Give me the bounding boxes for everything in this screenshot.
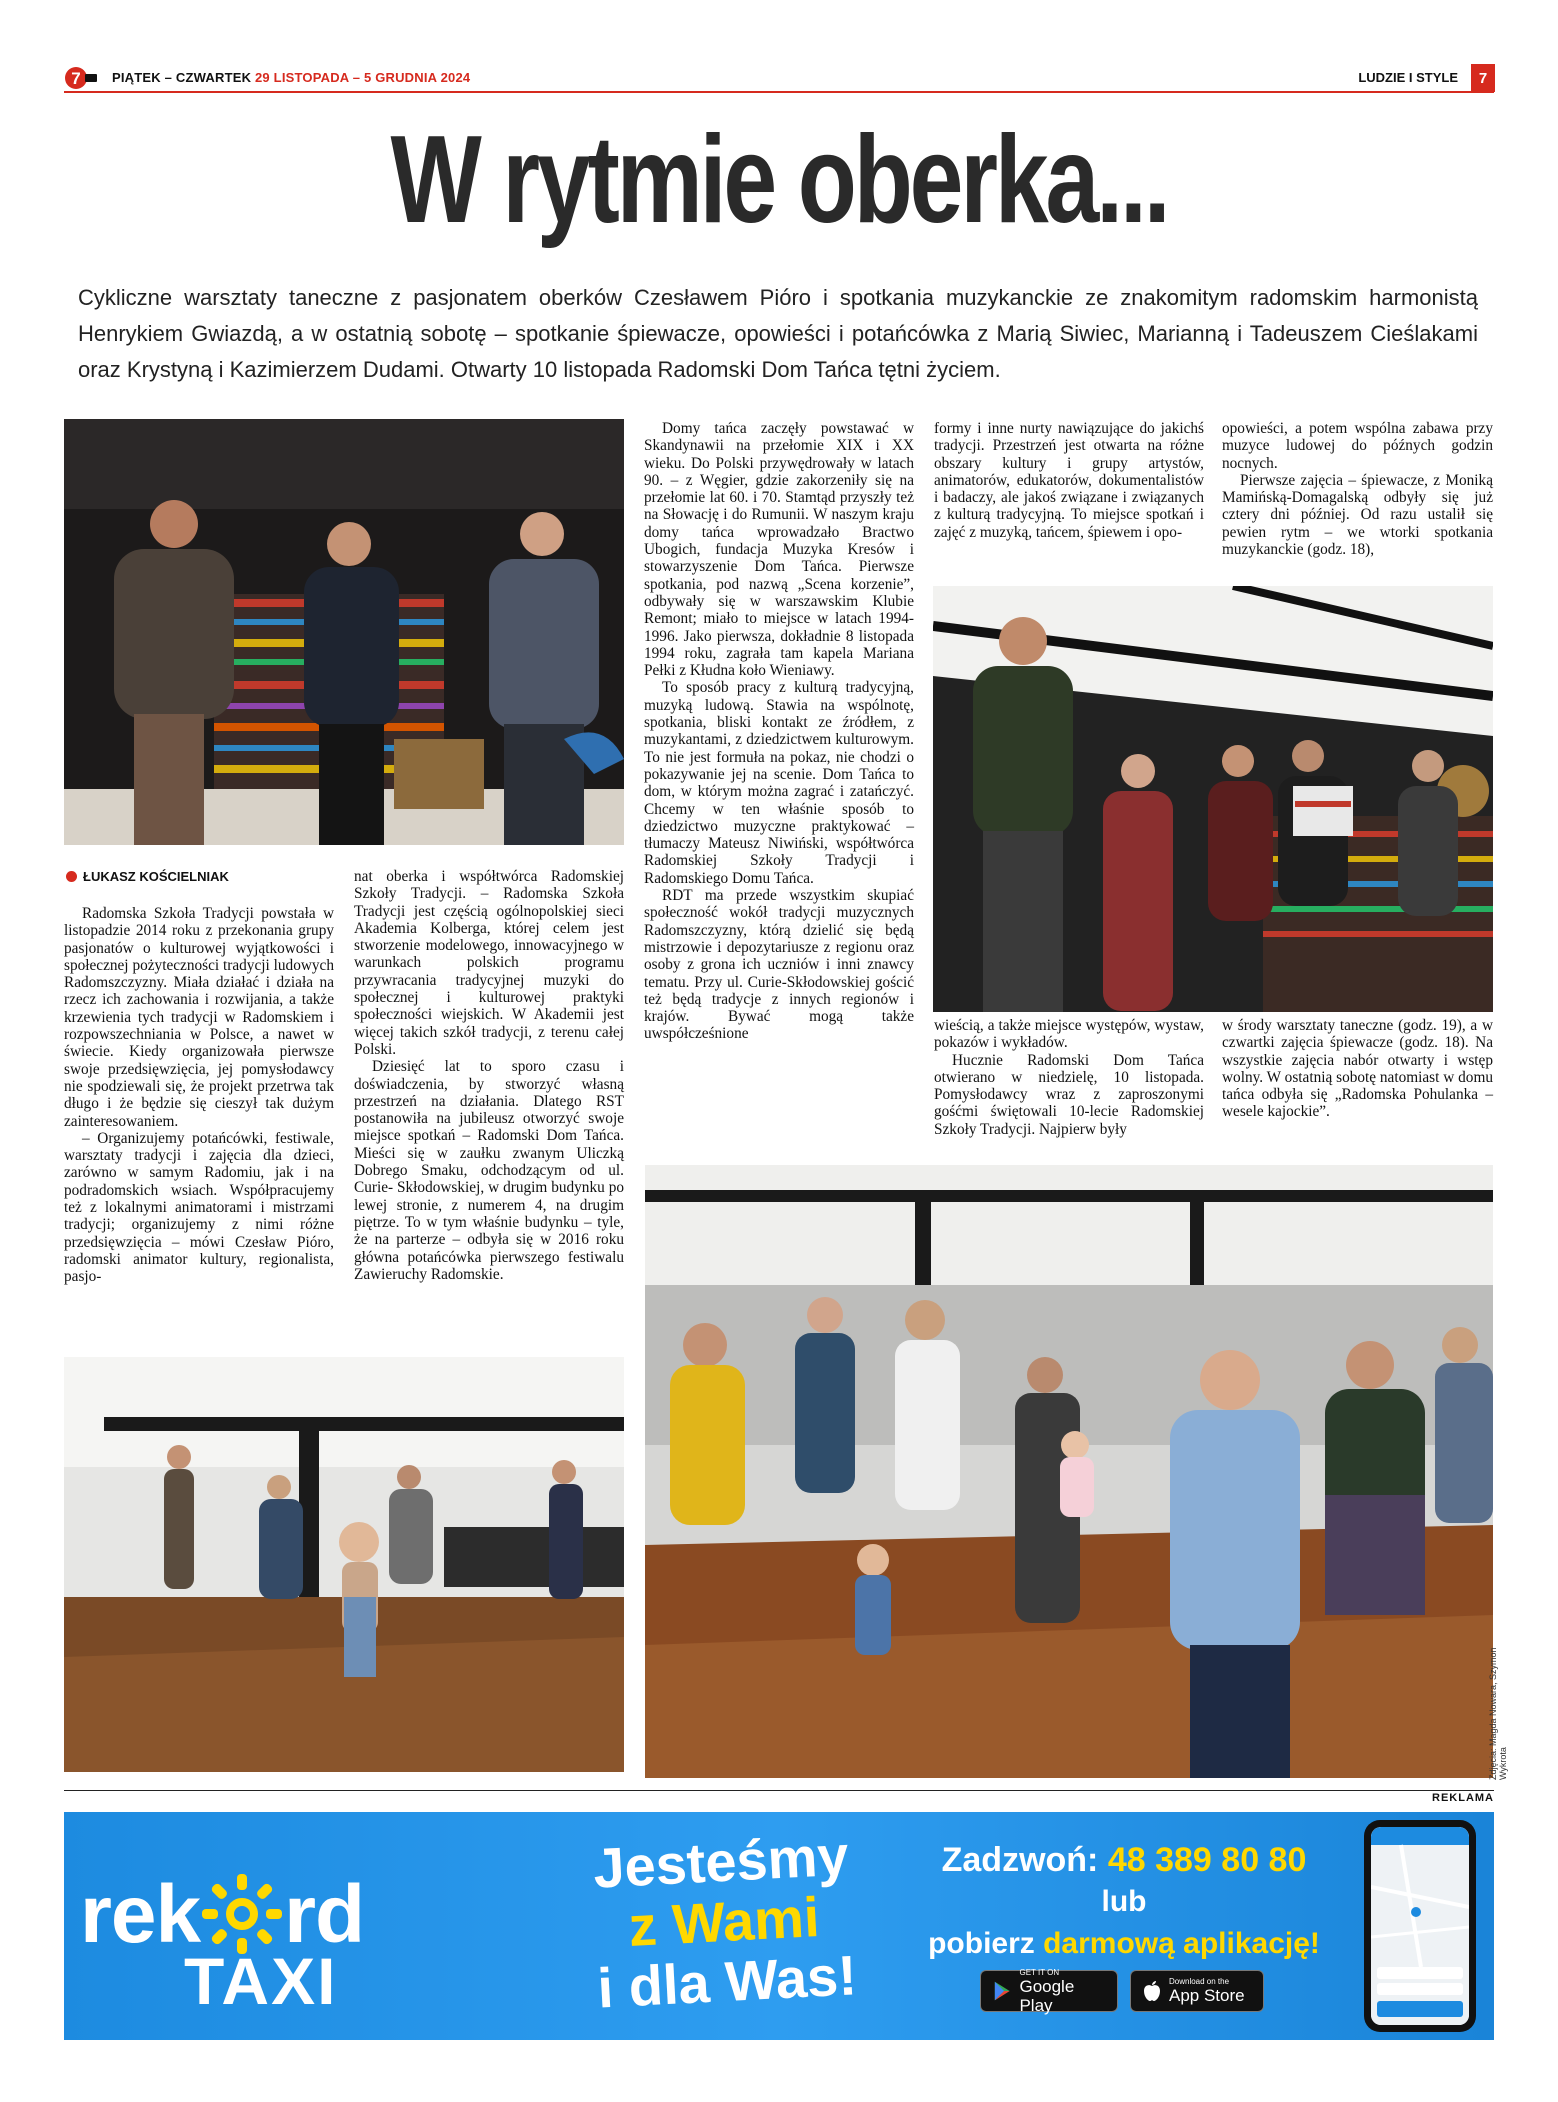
ad-label: REKLAMA [1432,1792,1494,1804]
col4-top-paragraph-1: formy i inne nurty nawiązujące do jakichś tradycji. Przestrzeń jest otwarta na różne obszary kultury i grupy artystów, animatorów, edukatorów, dokumentalistów i badaczy, ale jakoś związane i związanych z kulturą tradycyjną. To miejsce spotkań i zajęć z muzyką, tańcem, śpiewem i opo- [934,420,1204,541]
brand-logo: rek rd [80,1869,365,1960]
ad-rule [64,1790,1494,1791]
byline: ŁUKASZ KOŚCIELNIAK [66,869,229,884]
column-1 [64,905,334,1286]
column-5-top [1222,420,1493,558]
col3-paragraph-3: RDT ma przede wszystkim skupiać społeczność wokół tradycji muzycznych Radomszczyzny, którą dzielić się będą mistrzowie i depozytariusze z regionu oraz osoby z grona ich uczniów i inni znawcy tematu. Przy ul. Curie-Skłodowskiej gościć też będą tradycje z innych regionów i krajów. Bywać mogą także uwspółcześnione [644,887,914,1043]
article-title: W rytmie oberka... [390,111,1168,249]
phone-number[interactable]: 48 389 80 80 [1107,1841,1307,1879]
app-store-button[interactable]: Download on the App Store [1130,1970,1264,2012]
header-rule [64,91,1494,93]
photo-child-dance-floor [64,1357,624,1772]
column-2 [354,868,624,1283]
col2-paragraph-1: nat oberka i współtwórca Radomskiej Szkoły Tradycji. – Radomska Szkoła Tradycji jest częścią ogólnopolskiej sieci Akademia Kolberga, której celem jest stworzenie modelowego, innowacyjnego w warunkach polskich programu przywracania tradycyjnej muzyki do społecznej i kulturowej praktyki społeczności wiejskich. W Akademii jest więcej takich szkół tradycji, z terenu całej Polski. [354,868,624,1058]
brand-taxi: TAXI [184,1944,338,2018]
column-4-bottom [934,1017,1204,1138]
apple-icon [1143,1980,1161,2002]
photo-band-playing [933,586,1493,1012]
google-play-icon [993,1980,1011,2002]
google-play-button[interactable]: GET IT ON Google Play [980,1970,1118,2012]
col1-paragraph-2: – Organizujemy potańcówki, festiwale, warsztaty tradycji i zajęcia dla dzieci, zarówno w samym Radomiu, jak i na podradomskich wsiach. Współpracujemy też z lokalnymi animatorami i mistrzami tradycji; organizujemy z nimi różne przedsięwzięcia – mówi Czesław Pióro, radomski animator kultury, regionalista, pasjo- [64,1129,334,1286]
col3-paragraph-1: Domy tańca zaczęły powstawać w Skandynawii na przełomie XIX i XX wieku. Do Polski przywędrowały w latach 90. – z Węgier, gdzie zakorzeniły się na przełomie lat 60. i 70. Stamtąd przyszły też na Słowację i do Rumunii. W naszym kraju domy tańca wprowadzało Bractwo Ubogich, fundacja Muzyka Kresów i stowarzyszenie Dom Tańca. Pierwsze spotkania, pod nazwą „Scena korzenie”, odbywały się w warszawskim Klubie Remont; miało to miejsce w latach 1994-1996. Jako pierwsza, dokładnie 8 listopada 1994 roku, zagrała tam kapela Mariana Pełki z Kłudna koło Wieniawy. [644,420,914,680]
map-screen [1371,1827,1469,2025]
photo-credit: Zdjęcia: Magda Nowara, Szymon Wykrota [1488,1647,1508,1780]
column-5-bottom [1222,1017,1493,1121]
col5-bottom-paragraph-1: w środy warsztaty taneczne (godz. 19), a w czwartki zajęcia śpiewacze (godz. 18). Na wszystkie zajęcia nabór otwarty i wstęp wolny. W ostatnią sobotę natomiast w domu tańca odbyła się „Radomska Pohulanka – wesele kajockie”. [1222,1017,1493,1121]
col2-paragraph-2: Dziesięć lat to sporo czasu i doświadczenia, by stworzyć własną przestrzeń na działania. Dlatego RST postanowiła na jubileusz otworzyć swoje miejsce spotkań – Radomski Dom Tańca. Mieści się w zaułku zwanym Uliczką Dobrego Smaku, odchodzącym od ul. Curie- Skłodowskiej, w drugim budynku po lewej stronie, z numerem 4, na drugim piętrze. To w tym właśnie budynku – tyle, że na parterze – odbyła się w 2016 roku główna potańcówka pierwszego festiwalu Zawieruchy Radomskie. [354,1058,624,1283]
taxi-advertisement[interactable] [64,1812,1494,2040]
issue-date: PIĄTEK – CZWARTEK 29 LISTOPADA – 5 GRUDNIA 2024 [112,70,471,85]
page-number: 7 [1471,64,1495,92]
newspaper-logo [64,66,98,90]
col1-paragraph-1: Radomska Szkoła Tradycji powstała w listopadzie 2014 roku z przekonania grupy pasjonatów o kulturowej wyjątkowości i społecznej pożyteczności tradycji ludowych Radomszczyzny. Miała działać i działa na rzecz ich zachowania i rozwijania, a także krzewienia tych tradycji w Radomskiem i rozpowszechniania w Polsce, a nawet w świecie. Kiedy organizowała pierwsze swoje przedsięwzięcia, jej pomysłodawcy nie spodziewali się, że projekt przetrwa tak długo i że będzie się cieszył tak dużym zainteresowaniem. [64,905,334,1130]
section-name: LUDZIE I STYLE [1358,70,1458,85]
col3-paragraph-2: To sposób pracy z kulturą tradycyjną, muzyką ludową. Stawia na wspólnotę, spotkania, bliski kontakt ze źródłem, z muzykantami, z dziedzictwem kulturowym. To nie jest formuła na pokaz, nie chodzi o pokazywanie jej na scenie. Dom Tańca to dom, w którym można zagrać i zatańczyć. Chcemy w ten właśnie sposób to dziedzictwo muzyczne praktykować – tłumaczy Mateusz Niwiński, współtwórca Radomskiej Szkoły Tradycji i Radomskiego Domu Tańca. [644,679,914,887]
col5-top-paragraph-1: opowieści, a potem wspólna zabawa przy muzyce ludowej do późnych godzin nocnych. [1222,420,1493,472]
col4-bottom-paragraph-1: wieścią, a także miejsce występów, wystaw, pokazów i wykładów. [934,1017,1204,1052]
col5-top-paragraph-2: Pierwsze zajęcia – śpiewacze, z Moniką Mamińską-Domagalską odbyły się już cztery dni później. Od razu ustalił się pewien rytm – we wtorki spotkania muzykanckie (godz. 18), [1222,471,1493,559]
svg-text:7: 7 [71,69,81,88]
col4-bottom-paragraph-2: Hucznie Radomski Dom Tańca otwierano w niedzielę, 10 listopada. Pomysłodawcy wraz z zaproszonymi gośćmi świętowali 10-lecie Radomskiej Szkoły Tradycji. Najpierw były [934,1051,1204,1138]
article-lead: Cykliczne warsztaty taneczne z pasjonatem oberków Czesławem Pióro i spotkania muzykanckie ze znakomitym radomskim harmonistą Henrykiem Gwiazdą, a w ostatnią sobotę – spotkanie śpiewacze, opowieści i potańcówka z Marią Siwiec, Marianną i Tadeuszem Cieślakami oraz Krystyną i Kazimierzem Dudami. Otwarty 10 listopada Radomski Dom Tańca tętni życiem. [78,285,1478,382]
column-4-top [934,420,1204,541]
phone-mockup [1364,1820,1476,2032]
photo-three-men [64,419,624,845]
column-3 [644,420,914,1043]
ad-slogan: Jesteśmy z Wami i dla Was! [591,1823,859,2020]
ad-contact: Zadzwoń: 48 389 80 80 lub pobierz darmową aplikację! [928,1841,1320,1960]
byline-dot-icon [66,871,77,882]
photo-dancing-crowd [645,1165,1493,1778]
